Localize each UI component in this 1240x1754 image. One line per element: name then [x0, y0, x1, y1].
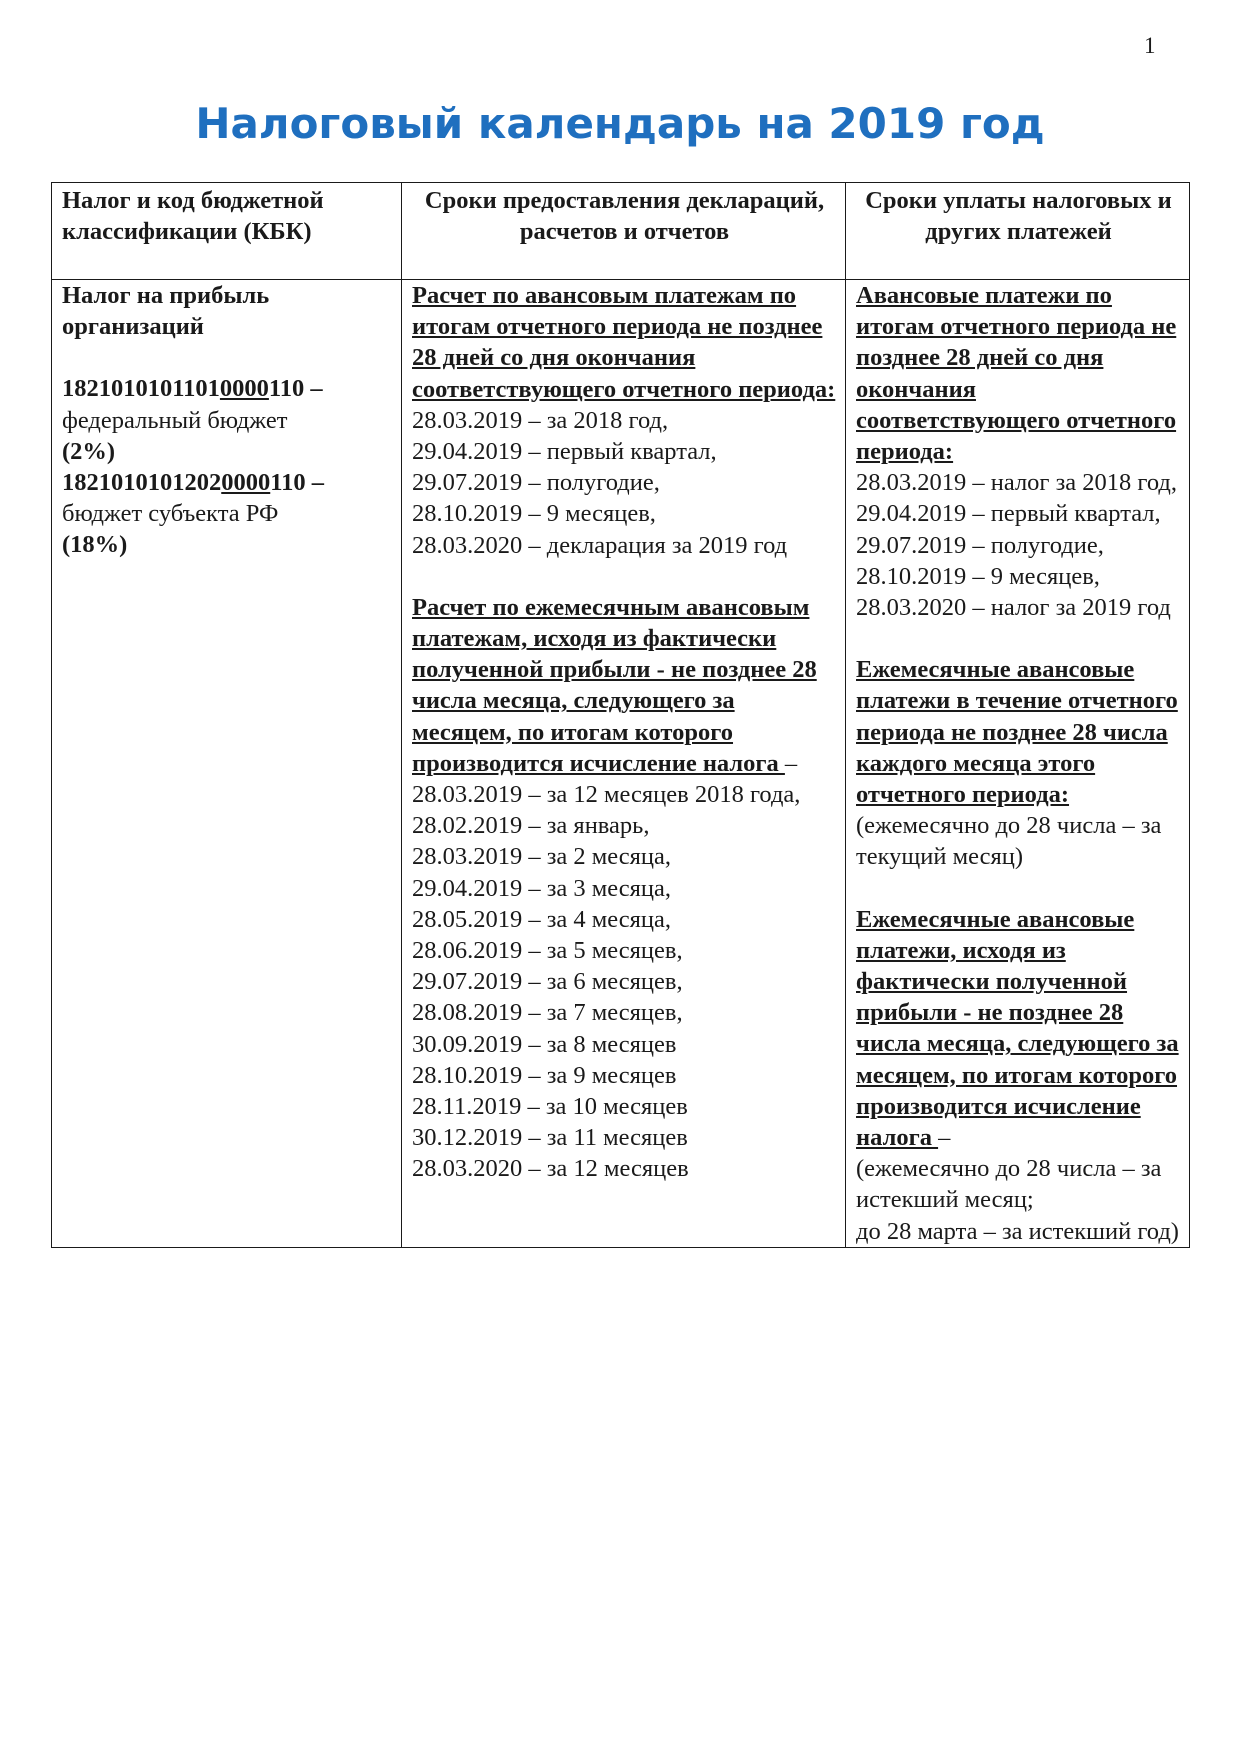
advance-payment-heading: Авансовые платежи по итогам отчетного периода не позднее 28 дней со дня окончания соответствующего отчетного периода: [856, 282, 1177, 466]
regional-budget-label: бюджет субъекта РФ [62, 500, 279, 528]
quarterly-report-heading: Расчет по авансовым платежам по итогам отчетного периода не позднее 28 дней со дня окончания соответствующего отчетного периода: [412, 282, 836, 403]
monthly-payment-text: (ежемесячно до 28 числа – за текущий месяц) [856, 812, 1162, 871]
list-item: 28.10.2019 – 9 месяцев, [856, 562, 1100, 590]
federal-rate: (2%) [62, 437, 116, 465]
header-tax-kbk: Налог и код бюджетной классификации (КБК) [52, 183, 402, 280]
list-item: 29.07.2019 – за 6 месяцев, [412, 968, 683, 996]
header-report-deadlines: Сроки предоставления деклараций, расчетов и отчетов [402, 183, 846, 280]
monthly-payment-heading: Ежемесячные авансовые платежи в течение отчетного периода не позднее 28 числа каждого месяца этого отчетного периода: [856, 656, 1178, 809]
list-item: 29.04.2019 – первый квартал, [412, 438, 717, 466]
list-item: 28.03.2019 – налог за 2018 год, [856, 469, 1177, 497]
table-header-row [52, 183, 1190, 280]
list-item: 28.05.2019 – за 4 месяца, [412, 905, 672, 933]
header-payment-deadlines: Сроки уплаты налоговых и других платежей [846, 183, 1190, 280]
list-item: 28.10.2019 – за 9 месяцев [412, 1061, 677, 1089]
list-item: 28.02.2019 – за январь, [412, 812, 650, 840]
list-item: 29.04.2019 – первый квартал, [856, 500, 1161, 528]
monthly-report-heading: Расчет по ежемесячным авансовым платежам, исходя из фактически полученной прибыли - не позднее 28 числа месяца, следующего за месяцем, по итогам которого производится исчисление налога – [412, 593, 817, 777]
list-item: 28.06.2019 – за 5 месяцев, [412, 937, 683, 965]
page-title: Налоговый календарь на 2019 год [195, 99, 1045, 148]
list-item: 28.11.2019 – за 10 месяцев [412, 1093, 688, 1121]
regional-rate: (18%) [62, 531, 128, 559]
list-item: 28.03.2020 – за 12 месяцев [412, 1155, 689, 1183]
page-number: 1 [1144, 33, 1156, 58]
actual-profit-payment-text: (ежемесячно до 28 числа – за истекший месяц; [856, 1155, 1162, 1214]
list-item: 29.04.2019 – за 3 месяца, [412, 874, 672, 902]
list-item: 28.03.2020 – налог за 2019 год [856, 594, 1171, 622]
list-item: 29.07.2019 – полугодие, [412, 469, 660, 497]
tax-calendar-table [51, 182, 1190, 1248]
list-item: 28.03.2019 – за 2 месяца, [412, 843, 672, 871]
list-item: 30.09.2019 – за 8 месяцев [412, 1030, 677, 1058]
actual-profit-payment-heading: Ежемесячные авансовые платежи, исходя из фактически полученной прибыли - не позднее 28 числа месяца, следующего за месяцем, по итогам которого производится исчисление налога – [856, 905, 1179, 1152]
list-item: 28.03.2020 – декларация за 2019 год [412, 531, 788, 559]
table-row [52, 280, 1190, 1248]
kbk-regional: 18210101012020000110 – [62, 469, 325, 497]
tax-name: Налог на прибыль организаций [62, 282, 270, 341]
list-item: 29.07.2019 – полугодие, [856, 531, 1104, 559]
list-item: 28.03.2019 – за 2018 год, [412, 406, 669, 434]
list-item: 28.08.2019 – за 7 месяцев, [412, 999, 683, 1027]
list-item: 28.10.2019 – 9 месяцев, [412, 500, 656, 528]
kbk-federal: 18210101011010000110 – [62, 375, 323, 403]
actual-profit-payment-text-2: до 28 марта – за истекший год) [856, 1217, 1179, 1245]
list-item: 28.03.2019 – за 12 месяцев 2018 года, [412, 781, 801, 809]
tax-cell [52, 280, 402, 1248]
payments-cell [846, 280, 1190, 1248]
list-item: 30.12.2019 – за 11 месяцев [412, 1124, 688, 1152]
reports-cell [402, 280, 846, 1248]
federal-budget-label: федеральный бюджет [62, 406, 288, 434]
